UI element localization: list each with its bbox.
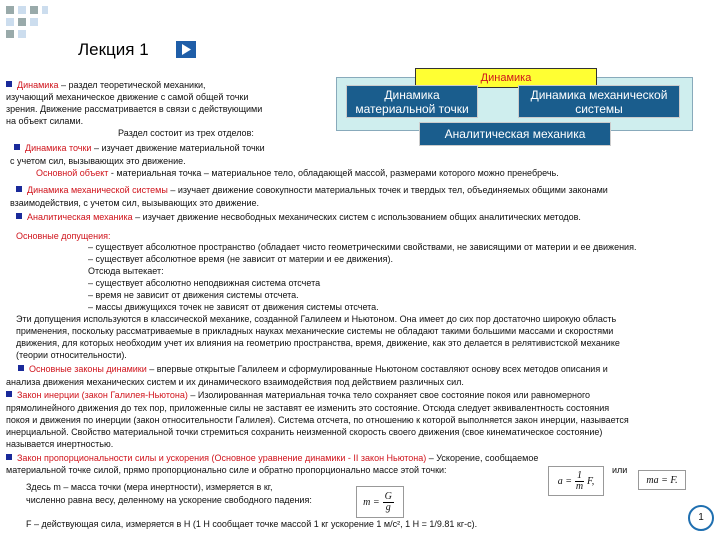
inertia-line-1 <box>6 390 590 402</box>
bullet-icon <box>6 81 12 87</box>
system-line-1 <box>16 185 608 197</box>
proportionality-text: – Ускорение, сообщаемое <box>426 453 539 463</box>
assumption-item: – массы движущихся точек не зависят от движения системы отсчета. <box>88 302 379 312</box>
diagram-analytic-box: Аналитическая механика <box>419 122 611 146</box>
assumption-item: – существует абсолютное пространство (обладает чисто геометрическими свойствами, не зависящими от материи и ее движения. <box>88 242 637 252</box>
assumption-item: Отсюда вытекает: <box>88 266 164 276</box>
intro-text: – раздел теоретической механики, <box>58 80 206 90</box>
formula-fraction <box>383 492 394 513</box>
bullet-icon <box>6 391 12 397</box>
bullet-icon <box>14 144 20 150</box>
object-term: Основной объект <box>36 168 109 178</box>
inertia-line: покоя и движения по инерции (закон относительности Галилея). Система отсчета, по отношению к которой выполняется закон инерции, называется <box>6 415 629 425</box>
analytic-term: Аналитическая механика <box>27 212 133 222</box>
inertia-line: называется инертностью. <box>6 439 114 449</box>
analytic-text: – изучает движение несвободных механических систем с использованием общих аналитических методов. <box>132 212 581 222</box>
diagram-system-box <box>518 85 680 118</box>
formula-mass <box>356 486 404 518</box>
point-line-2: с учетом сил, вызывающих это движение. <box>10 156 186 166</box>
intro-line-1 <box>6 80 206 92</box>
formula-fraction <box>575 471 584 492</box>
inertia-line: инерциальной. Свойство материальной точки стремиться сохранить неизменной скорость своего движения (свое кинематическое состояние) <box>6 427 603 437</box>
diagram-system-label: Динамика механической системы <box>530 87 668 116</box>
dynamics-diagram <box>336 68 691 158</box>
system-text: – изучает движение совокупности материальных точек и твердых тел, объединяемых общими законами <box>167 185 608 195</box>
object-text: - материальная точка – материальное тело, обладающей массой, размерами которого можно пренебречь. <box>108 168 559 178</box>
mass-line-2: численно равна весу, деленному на ускорение свободного падения: <box>26 495 312 505</box>
formula-part: m = <box>363 496 380 508</box>
intro-line-2: изучающий механическое движение с самой общей точки <box>6 92 249 102</box>
laws-line-1 <box>18 364 608 376</box>
intro-line-4: на объект силами. <box>6 116 84 126</box>
or-word: или <box>612 465 628 475</box>
assumption-para-line: применения, поскольку рассматриваемые в прикладных науках механические системы не обладают такими большими массами и скоростями <box>16 326 614 336</box>
assumption-item: – время не зависит от движения системы отсчета. <box>88 290 299 300</box>
intro-line-3: зрения. Движение рассматривается в связи с действующими <box>6 104 263 114</box>
assumption-item: – существует абсолютно неподвижная система отсчета <box>88 278 321 288</box>
formula-denominator: m <box>575 480 584 492</box>
bullet-icon <box>16 186 22 192</box>
inertia-text: – Изолированная материальная точка тело сохраняет свое состояние покоя или равномерного <box>187 390 591 400</box>
formula-newton-second: ma = F. <box>638 470 686 490</box>
assumption-item: – существует абсолютное время (не зависит от материи и ее движения). <box>88 254 394 264</box>
diagram-top-label: Динамика <box>415 68 597 88</box>
mass-line-1: Здесь m – масса точки (мера инертности), измеряется в кг, <box>26 482 273 492</box>
proportionality-line-2: материальной точке силой, прямо пропорционально силе и обратно пропорционально массе этой точки: <box>6 465 447 475</box>
proportionality-term: Закон пропорциональности силы и ускорения (Основное уравнение динамики - II закон Ньютона) <box>17 453 427 463</box>
formula-numerator: G <box>384 490 392 502</box>
assumption-para-line: движения, для которых необходим учет их влияния на геометрию пространства, время, движение, как это делается в релятивистской механике <box>16 338 620 348</box>
formula-acceleration <box>548 466 604 496</box>
bullet-icon <box>6 454 12 460</box>
laws-text: – впервые открытые Галилеем и сформулированные Ньютоном составляют основу всех методов описания и <box>146 364 608 374</box>
assumption-para-line: (теории относительности). <box>16 350 127 360</box>
point-line-1 <box>14 143 265 155</box>
assumption-para-line: Эти допущения используются в классической механике, созданной Галилеем и Ньютоном. Она имеет до сих пор достаточно широкую область <box>16 314 617 324</box>
laws-line-2: анализа движения механических систем и их динамического взаимодействия под действием различных сил. <box>6 377 464 387</box>
formula-numerator: 1 <box>576 469 582 481</box>
system-line-2: взаимодействия, с учетом сил, вызывающих это движение. <box>10 198 260 208</box>
diagram-point-box <box>346 85 478 118</box>
formula-part: F, <box>586 475 595 487</box>
point-text: – изучает движение материальной точки <box>91 143 265 153</box>
assumptions-title: Основные допущения: <box>16 231 111 241</box>
system-term: Динамика механической системы <box>27 185 168 195</box>
page-number-badge: 1 <box>688 505 714 531</box>
force-line: F – действующая сила, измеряется в Н (1 Н сообщает точке массой 1 кг ускорение 1 м/с², 1 Н = 1/9.81 кг-с). <box>26 519 478 529</box>
analytic-line <box>16 212 581 224</box>
laws-term: Основные законы динамики <box>29 364 147 374</box>
lecture-title: Лекция 1 <box>78 40 149 59</box>
inertia-line: прямолинейного движения до тех пор, приложенные силы не заставят ее изменить это состояние. Отсюда следует эквивалентность состояния <box>6 403 610 413</box>
intro-term: Динамика <box>17 80 59 90</box>
sections-heading: Раздел состоит из трех отделов: <box>118 128 254 138</box>
next-arrow-icon[interactable] <box>176 41 196 58</box>
proportionality-line-1 <box>6 453 538 465</box>
formula-denominator: g <box>385 501 391 513</box>
diagram-point-label: Динамика материальной точки <box>355 87 469 116</box>
bullet-icon <box>16 213 22 219</box>
inertia-term: Закон инерции (закон Галилея-Ньютона) <box>17 390 188 400</box>
object-line <box>36 168 559 180</box>
decorative-grid <box>4 4 48 44</box>
point-term: Динамика точки <box>25 143 92 153</box>
bullet-icon <box>18 365 24 371</box>
formula-part: a = <box>557 475 572 487</box>
